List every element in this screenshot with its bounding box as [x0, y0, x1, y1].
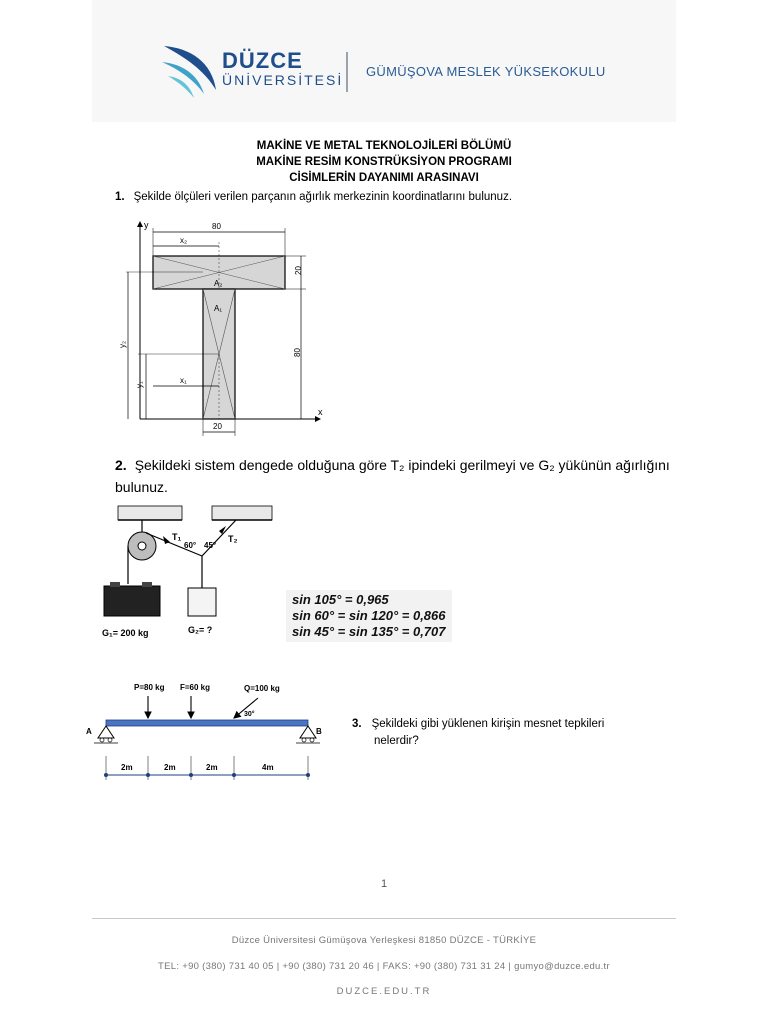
- exam-title: CİSİMLERİN DAYANIMI ARASINAVI: [289, 172, 479, 184]
- logo-subtitle: ÜNİVERSİTESİ: [222, 72, 344, 88]
- axis-y-label: y: [144, 220, 149, 230]
- span-label: 2m: [164, 763, 176, 772]
- beam-figure: [84, 676, 334, 788]
- sine-values: [286, 590, 452, 642]
- department-title: MAKİNE VE METAL TEKNOLOJİLERİ BÖLÜMÜ: [256, 140, 512, 152]
- university-logo: [160, 40, 620, 100]
- label-support-a: A: [86, 727, 92, 736]
- span-label: 4m: [262, 763, 274, 772]
- question-text-continued: nelerdir?: [374, 735, 419, 747]
- label-load-f: F=60 kg: [180, 683, 211, 692]
- dim-bottom: 20: [213, 422, 222, 431]
- label-load-p: P=80 kg: [134, 683, 165, 692]
- question-text: Şekildeki gibi yüklenen kirişin mesnet tepkileri: [371, 718, 605, 730]
- question-1: [115, 191, 512, 203]
- t-section-figure: [108, 214, 348, 439]
- program-title: MAKİNE RESİM KONSTRÜKSİYON PROGRAMI: [256, 156, 512, 168]
- span-label: 2m: [121, 763, 133, 772]
- logo-wing-icon: [160, 44, 218, 98]
- pulley-system-figure: [96, 500, 286, 645]
- logo-divider: [346, 52, 348, 92]
- label-angle-45: 45°: [204, 541, 217, 550]
- label-angle-30: 30°: [244, 711, 255, 718]
- label-a2: A₂: [214, 279, 223, 288]
- label-a1: A₁: [214, 304, 223, 313]
- sine-value-row: sin 45° = sin 135° = 0,707: [292, 624, 446, 639]
- question-number: 2.: [115, 457, 127, 473]
- label-support-b: B: [316, 727, 322, 736]
- label-g2: G₂= ?: [188, 625, 213, 635]
- beam: [106, 720, 308, 726]
- question-3: [352, 716, 672, 750]
- page-number: 1: [380, 878, 388, 890]
- question-text: Şekilde ölçüleri verilen parçanın ağırlık merkezinin koordinatlarını bulunuz.: [133, 191, 513, 203]
- sine-value-row: sin 105° = 0,965: [292, 592, 389, 607]
- dim-right-bottom: 80: [293, 348, 302, 357]
- label-x2: x₂: [180, 236, 188, 245]
- footer-address: Düzce Üniversitesi Gümüşova Yerleşkesi 81850 DÜZCE - TÜRKİYE: [231, 935, 537, 946]
- label-t2: T₂: [228, 534, 238, 544]
- label-y1: y₁: [135, 381, 144, 388]
- exam-titles: [0, 138, 768, 186]
- question-number: 3.: [352, 718, 362, 730]
- support-a-icon: [98, 726, 114, 738]
- question-number: 1.: [115, 191, 125, 203]
- logo-title: DÜZCE: [222, 48, 303, 73]
- footer-divider: [92, 918, 676, 919]
- label-g1: G₁= 200 kg: [102, 628, 149, 638]
- question-2: [115, 454, 680, 498]
- label-x1: x₁: [180, 376, 187, 385]
- label-load-q: Q=100 kg: [244, 684, 280, 693]
- axis-x-label: x: [318, 407, 323, 417]
- label-y2: y₂: [118, 340, 127, 348]
- label-angle-60: 60°: [184, 541, 197, 550]
- school-name: GÜMÜŞOVA MESLEK YÜKSEKOKULU: [366, 64, 606, 79]
- support-b-icon: [300, 726, 316, 738]
- box-weight-icon: [188, 588, 216, 616]
- sine-value-row: sin 60° = sin 120° = 0,866: [292, 608, 446, 623]
- dim-top: 80: [212, 222, 221, 231]
- span-label: 2m: [206, 763, 218, 772]
- question-text: Şekildeki sistem dengede olduğuna göre T₂ ipindeki gerilmeyi ve G₂ yükünün ağırlığını bulunuz.: [115, 457, 670, 495]
- footer-contact: TEL: +90 (380) 731 40 05 | +90 (380) 731 20 46 | FAKS: +90 (380) 731 31 24 | gumyo@duzce.edu.tr: [158, 961, 610, 972]
- label-t1: T₁: [172, 532, 182, 542]
- footer-website: DUZCE.EDU.TR: [336, 986, 432, 997]
- dim-right-top: 20: [294, 266, 303, 275]
- battery-weight-icon: [104, 586, 160, 616]
